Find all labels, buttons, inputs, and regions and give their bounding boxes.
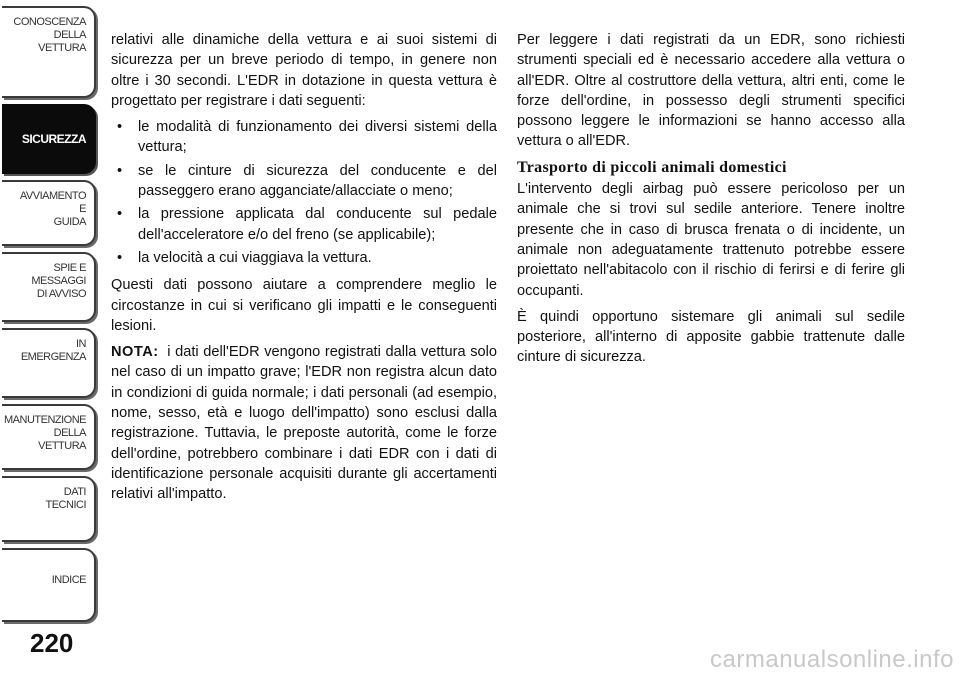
tab-manutenzione-della-vettura[interactable] xyxy=(2,404,96,470)
body-paragraph: Questi dati possono aiutare a comprendere meglio le circostanze in cui si verificano gli impatti e le conseguenti lesioni. xyxy=(111,277,497,334)
tab-label: DATI TECNICI xyxy=(45,486,86,511)
tab-sicurezza[interactable] xyxy=(2,104,96,174)
edr-data-list xyxy=(111,117,497,268)
tab-label: SPIE E MESSAGGI DI AVVISO xyxy=(31,262,86,300)
tab-label: MANUTENZIONE DELLA VETTURA xyxy=(4,414,86,452)
tab-indice[interactable] xyxy=(2,548,96,622)
list-item: • le modalità di funzionamento dei diversi sistemi della vettura; xyxy=(111,117,497,158)
page-number: 220 xyxy=(30,628,74,658)
nota-text: i dati dell'EDR vengono registrati dalla vettura solo nel caso di un impatto grave; l'EDR non registra alcun dato in condizioni di guida normale; i dati personali (ad esempio, nome, sesso, età e luogo dell'impatto) sono esclusi dalla registrazione. Tuttavia, le preposte autorità, come le forze dell'ordine, potrebbero combinare i dati EDR con i dati di identificazione personale acquisiti durante gli accertamenti relativi all'impatto. xyxy=(111,344,497,503)
nota-label: NOTA: xyxy=(111,344,159,361)
watermark: carmanualsonline.info xyxy=(710,646,954,673)
tab-label: IN EMERGENZA xyxy=(20,338,86,363)
intro-paragraph: relativi alle dinamiche della vettura e ai suoi sistemi di sicurezza per un breve periodo di tempo, in genere non oltre i 30 secondi. L'EDR in dotazione in questa vettura è progettato per registrare i dati seguenti: xyxy=(111,32,497,109)
tab-dati-tecnici[interactable] xyxy=(2,476,96,542)
tab-label: CONOSCENZA DELLA VETTURA xyxy=(13,16,86,54)
list-item: • la pressione applicata dal conducente sul pedale dell'acceleratore e/o del freno (se applicabile); xyxy=(111,204,497,245)
chapter-tabs xyxy=(0,0,100,640)
body-paragraph: Per leggere i dati registrati da un EDR, sono richiesti strumenti speciali ed è necessario accedere alla vettura o all'EDR. Oltre al costruttore della vettura, altri enti, come le forze dell'ordine, in possesso degli strumenti specifici possono leggere le informazioni se hanno accesso alla vettura o all'EDR. xyxy=(517,32,905,150)
tab-spie-e-messaggi[interactable] xyxy=(2,252,96,322)
left-column xyxy=(111,30,497,511)
tab-in-emergenza[interactable] xyxy=(2,328,96,398)
tab-label: SICUREZZA xyxy=(21,131,86,146)
right-column xyxy=(517,30,905,374)
tab-label: AVVIAMENTO E GUIDA xyxy=(19,190,86,228)
body-paragraph: L'intervento degli airbag può essere pericoloso per un animale che si trovi sul sedile anteriore. Tenere inoltre presente che in caso di brusca frenata o di incidente, un animale non adeguatamente trattenuto potrebbe essere proiettato nell'abitacolo con il rischio di ferirsi e di ferire gli occupanti. xyxy=(517,181,905,299)
nota-paragraph xyxy=(111,342,497,504)
section-heading: Trasporto di piccoli animali domestici xyxy=(517,158,787,176)
body-paragraph: È quindi opportuno sistemare gli animali sul sedile posteriore, all'interno di apposite gabbie trattenute dalle cinture di sicurezza. xyxy=(517,308,905,366)
tab-label: INDICE xyxy=(51,574,86,586)
list-item: • se le cinture di sicurezza del conducente e del passeggero erano agganciate/allacciate o meno; xyxy=(111,161,497,202)
tab-avviamento-e-guida[interactable] xyxy=(2,180,96,246)
tab-conoscenza-della-vettura[interactable] xyxy=(2,6,96,98)
list-item: • la velocità a cui viaggiava la vettura. xyxy=(111,248,497,268)
